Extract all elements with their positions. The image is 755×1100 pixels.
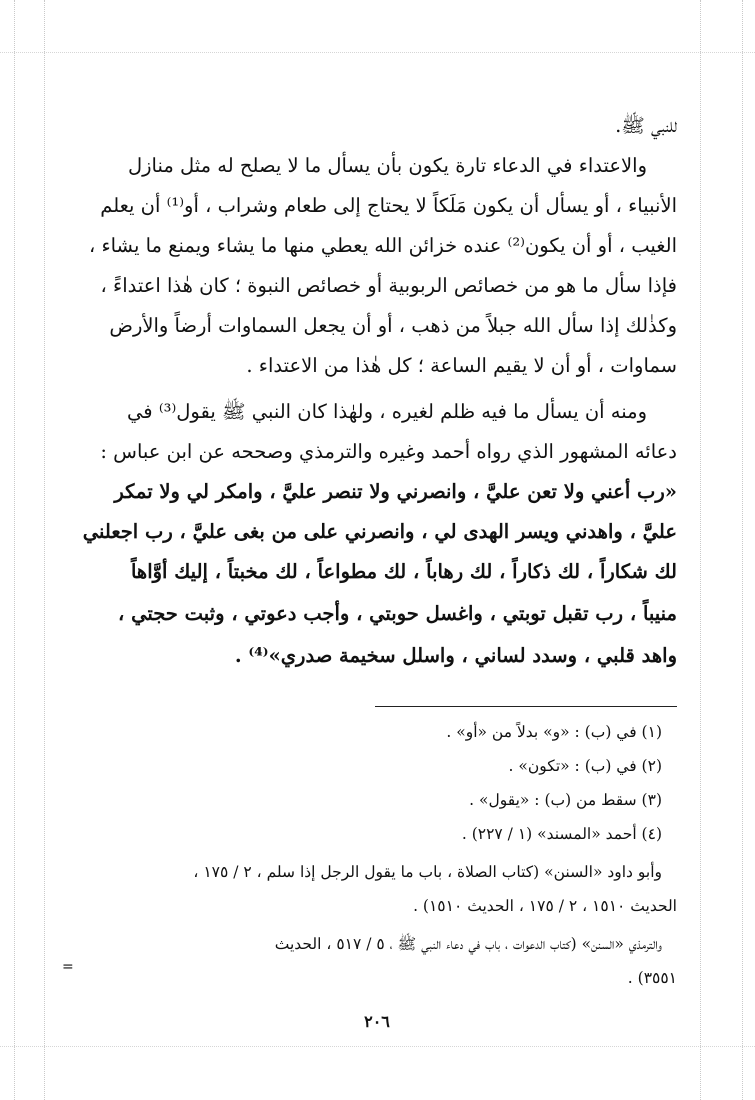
body-line-7: سماوات ، أو أن لا يقيم الساعة ؛ كل هٰذا من الاعتداء . [246,354,677,377]
margin-mark: = [62,959,74,975]
scan-guide-line [700,0,701,1100]
scan-guide-line [14,0,15,1100]
footnote-3: (٣) سقط من (ب) : «يقول» . [469,791,662,809]
footnote-4: (٤) أحمد «المسند» (١ / ٢٢٧) . [461,825,662,843]
dua-line-5: واهد قلبي ، وسدد لساني ، واسلل سخيمة صدري»⁽⁴⁾ . [234,644,677,667]
body-line-9: دعائه المشهور الذي رواه أحمد وغيره والترمذي وصححه عن ابن عباس : [100,440,677,463]
footnote-1: (١) في (ب) : «و» بدلاً من «أو» . [446,723,662,741]
footnote-2: (٢) في (ب) : «تكون» . [508,757,662,775]
body-line-8: ومنه أن يسأل ما فيه ظلم لغيره ، ولهٰذا كان النبي ﷺ يقول⁽³⁾ في [127,400,647,423]
body-line-2: والاعتداء في الدعاء تارة يكون بأن يسأل ما لا يصلح له مثل منازل [127,154,647,177]
footnote-4-continuation-3: والترمذي «السنن» (كتاب الدعوات ، باب في دعاء النبي ﷺ ، ٥ / ٥١٧ ، الحديث [274,935,662,953]
body-line-3: الأنبياء ، أو يسأل أن يكون مَلَكاً لا يحتاج إلى طعام وشراب ، أو⁽¹⁾ أن يعلم [100,194,677,217]
footnote-4-continuation-1: وأبو داود «السنن» (كتاب الصلاة ، باب ما يقول الرجل إذا سلم ، ٢ / ١٧٥ ، [193,863,662,881]
dua-line-1: «رب أعني ولا تعن عليَّ ، وانصرني ولا تنصر عليَّ ، وامكر لي ولا تمكر [114,480,677,503]
scan-guide-line [44,0,45,1100]
scan-guide-line [0,52,755,53]
dua-line-3: لك شكاراً ، لك ذكاراً ، لك رهاباً ، لك مطواعاً ، لك مخبتاً ، إليك أوَّاهاً [130,560,677,583]
body-line-1: للنبي ﷺ. [615,114,677,137]
footnote-4-continuation-4: ٣٥٥١) . [627,969,677,987]
body-line-5: فإذا سأل ما هو من خصائص الربوبية أو خصائص النبوة ؛ كان هٰذا اعتداءً ، [100,274,677,297]
dua-line-2: عليَّ ، واهدني ويسر الهدى لي ، وانصرني على من بغى عليَّ ، رب اجعلني [82,520,677,543]
dua-line-4: منيباً ، رب تقبل توبتي ، واغسل حوبتي ، وأجب دعوتي ، وثبت حجتي ، [118,602,677,625]
body-line-4: الغيب ، أو أن يكون⁽²⁾ عنده خزائن الله يعطي منها ما يشاء ويمنع ما يشاء ، [88,234,677,257]
page-number: ٢٠٦ [364,1012,390,1031]
footnote-4-continuation-2: الحديث ١٥١٠ ، ٢ / ١٧٥ ، الحديث ١٥١٠) . [413,897,677,915]
footnote-separator [375,706,677,707]
scan-guide-line [0,1046,755,1047]
body-line-6: وكذٰلك إذا سأل الله جبلاً من ذهب ، أو أن يجعل السماوات أرضاً والأرض [109,314,677,337]
scan-guide-line [742,0,743,1100]
